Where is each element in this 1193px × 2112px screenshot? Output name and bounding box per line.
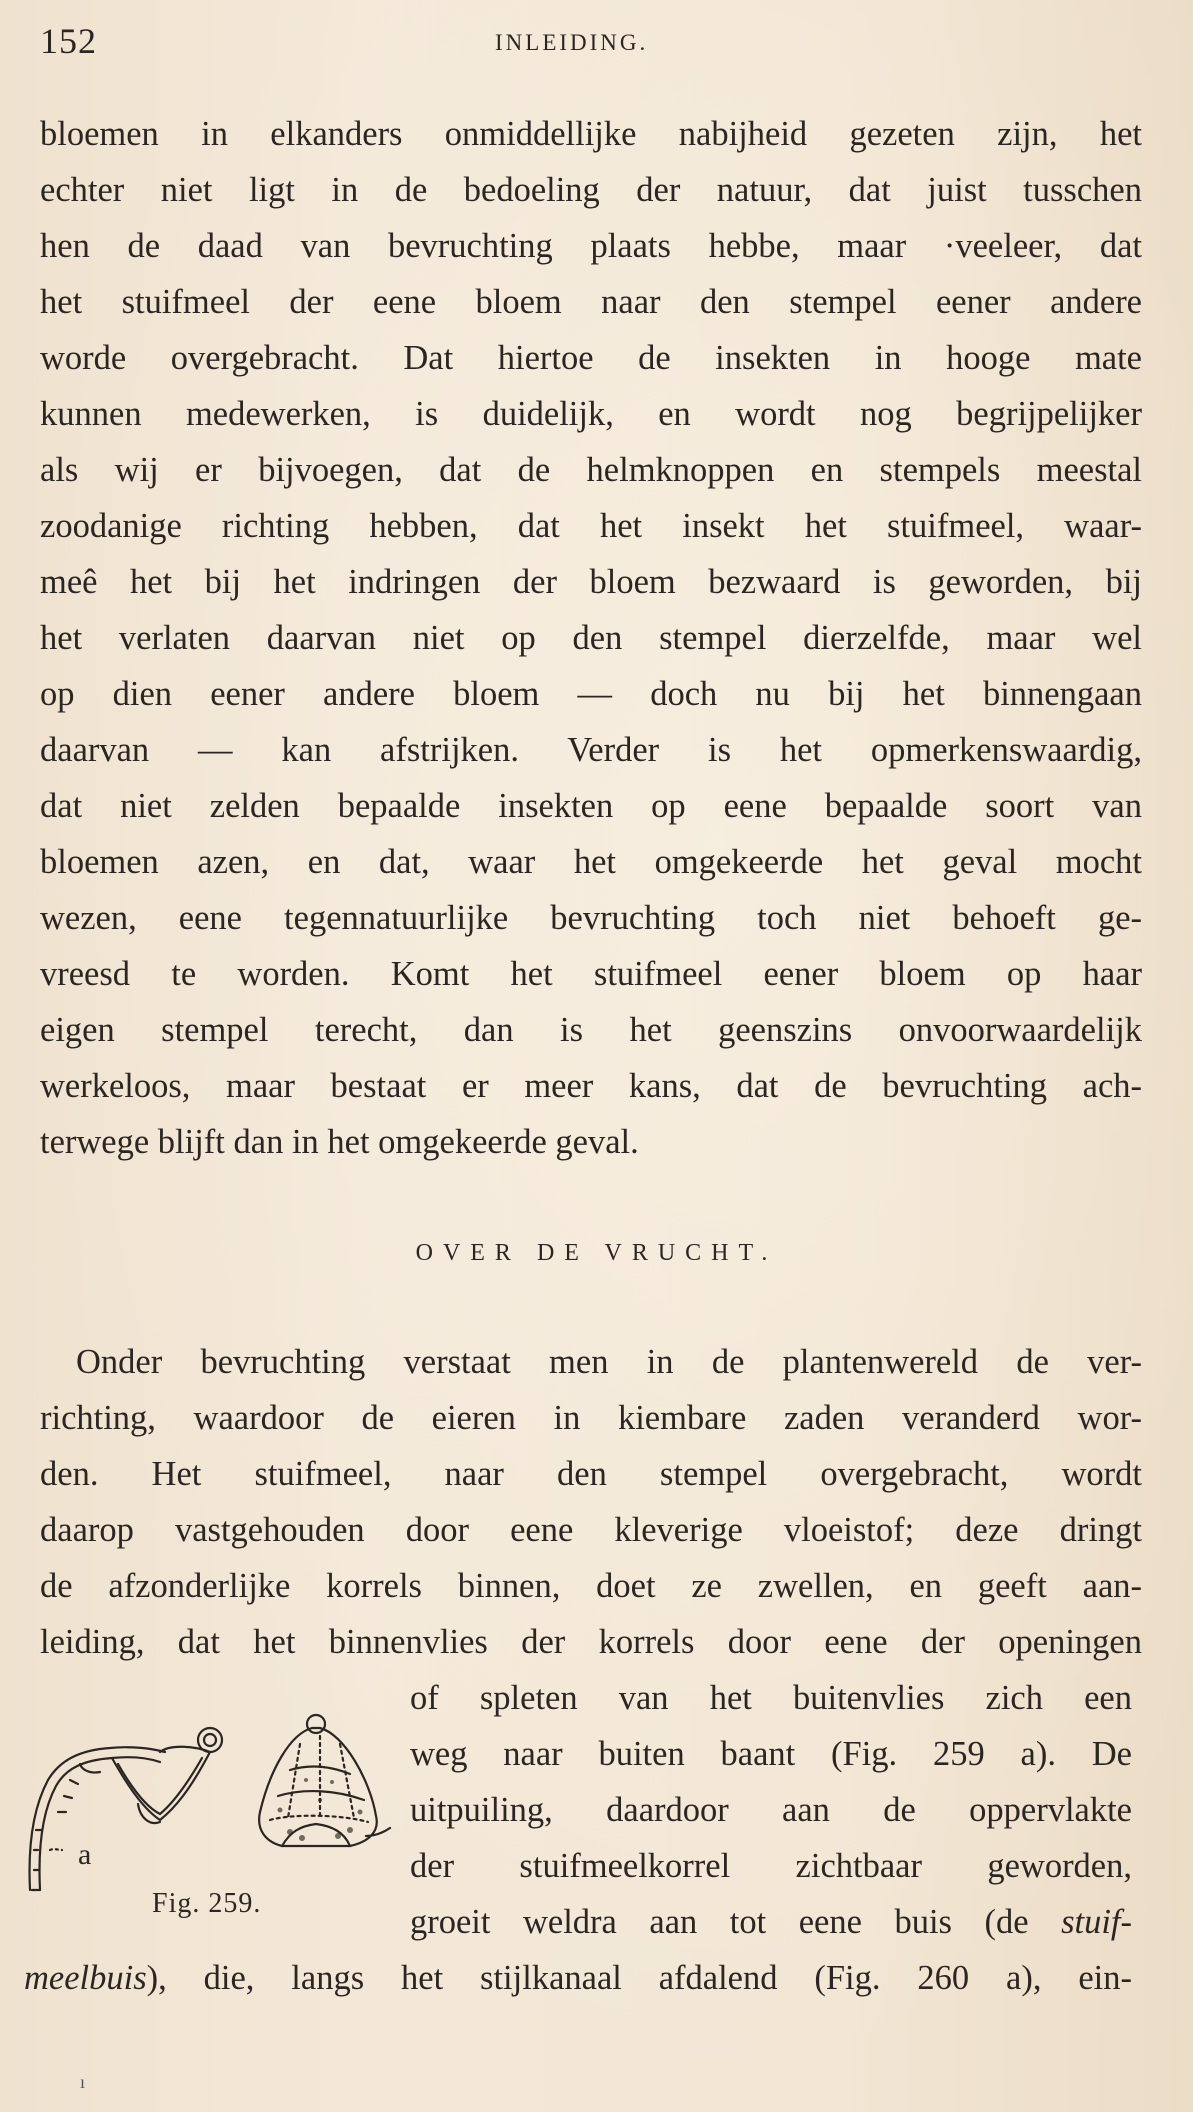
text-line: of spleten van het buitenvlies zich een bbox=[410, 1679, 1132, 1717]
paragraph-fertilization-definition bbox=[40, 1334, 1142, 1670]
text-line: echter niet ligt in de bedoeling der natuur, dat juist tusschen bbox=[40, 171, 1142, 209]
text-line: als wij er bijvoegen, dat de helmknoppen en stempels meestal bbox=[40, 451, 1142, 489]
running-head: INLEIDING. bbox=[495, 30, 649, 55]
text-line: daarvan — kan afstrijken. Verder is het opmerkenswaardig, bbox=[40, 731, 1142, 769]
paragraph-beside-figure bbox=[410, 1670, 1132, 1950]
text-line: de afzonderlijke korrels binnen, doet ze zwellen, en geeft aan- bbox=[40, 1567, 1142, 1605]
figure-caption: Fig. 259. bbox=[152, 1888, 262, 1919]
stray-mark: ı bbox=[80, 2072, 86, 2092]
figure-259 bbox=[20, 1700, 400, 1900]
italic-term: meelbuis bbox=[24, 1959, 147, 1997]
text-line: bloemen in elkanders onmiddellijke nabijheid gezeten zijn, het bbox=[40, 115, 1142, 153]
paragraph-continuation bbox=[24, 1950, 1132, 2006]
text-line: worde overgebracht. Dat hiertoe de insekten in hooge mate bbox=[40, 339, 1142, 377]
text-line: zoodanige richting hebben, dat het insekt het stuifmeel, waar- bbox=[40, 507, 1142, 545]
text-line: uitpuiling, daardoor aan de oppervlakte bbox=[410, 1791, 1132, 1829]
pollen-grain-illustration-icon bbox=[20, 1700, 400, 1900]
text-line: dat niet zelden bepaalde insekten op eene bepaalde soort van bbox=[40, 787, 1142, 825]
text-line: wezen, eene tegennatuurlijke bevruchting toch niet behoeft ge- bbox=[40, 899, 1142, 937]
page-header bbox=[40, 14, 1153, 64]
text-line: Onder bevruchting verstaat men in de plantenwereld de ver- bbox=[76, 1343, 1142, 1381]
italic-term: stuif- bbox=[1061, 1903, 1132, 1941]
text-line: groeit weldra aan tot eene buis (de stuif- bbox=[410, 1903, 1132, 1941]
page-number: 152 bbox=[40, 21, 97, 61]
text-line: vreesd te worden. Komt het stuifmeel eener bloem op haar bbox=[40, 955, 1142, 993]
text-line: terwege blijft dan in het omgekeerde geval. bbox=[40, 1123, 639, 1161]
text-line: den. Het stuifmeel, naar den stempel overgebracht, wordt bbox=[40, 1455, 1142, 1493]
text-line bbox=[24, 1950, 1132, 2006]
text-line: het stuifmeel der eene bloem naar den stempel eener andere bbox=[40, 283, 1142, 321]
text-line: der stuifmeelkorrel zichtbaar geworden, bbox=[410, 1847, 1132, 1885]
text-line: leiding, dat het binnenvlies der korrels door eene der openingen bbox=[40, 1623, 1142, 1661]
text-line: daarop vastgehouden door eene kleverige vloeistof; deze dringt bbox=[40, 1511, 1142, 1549]
text-line: het verlaten daarvan niet op den stempel dierzelfde, maar wel bbox=[40, 619, 1142, 657]
figure-label-a: a bbox=[78, 1838, 92, 1871]
text-line: richting, waardoor de eieren in kiembare zaden veranderd wor- bbox=[40, 1399, 1142, 1437]
section-title: OVER DE VRUCHT. bbox=[415, 1240, 778, 1266]
paragraph-fertilization-insects bbox=[40, 106, 1142, 1170]
text-line: op dien eener andere bloem — doch nu bij het binnengaan bbox=[40, 675, 1142, 713]
text-line: kunnen medewerken, is duidelijk, en wordt nog begrijpelijker bbox=[40, 395, 1142, 433]
text-line: weg naar buiten baant (Fig. 259 a). De bbox=[410, 1735, 1132, 1773]
text-fragment: ), die, langs het stijlkanaal afdalend (Fig. 260 a), ein- bbox=[146, 1959, 1132, 1997]
text-line: bloemen azen, en dat, waar het omgekeerde het geval mocht bbox=[40, 843, 1142, 881]
text-line: eigen stempel terecht, dan is het geenszins onvoorwaardelijk bbox=[40, 1011, 1142, 1049]
text-line: hen de daad van bevruchting plaats hebbe, maar ·veeleer, dat bbox=[40, 227, 1142, 265]
text-line: werkeloos, maar bestaat er meer kans, dat de bevruchting ach- bbox=[40, 1067, 1142, 1105]
text-line: meê het bij het indringen der bloem bezwaard is geworden, bij bbox=[40, 563, 1142, 601]
